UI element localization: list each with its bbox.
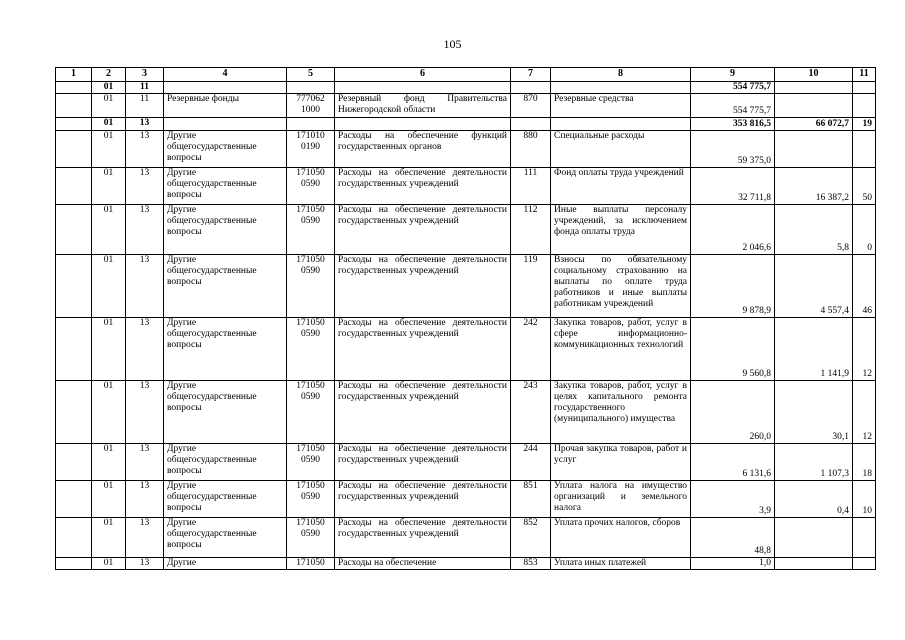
table-row bbox=[56, 481, 876, 518]
column-header-4: 4 bbox=[164, 68, 287, 82]
budget-table bbox=[55, 67, 876, 570]
cell-section: 01 bbox=[92, 205, 126, 255]
cell-amount-2: 1 141,9 bbox=[775, 318, 853, 381]
cell-col1 bbox=[56, 381, 92, 444]
cell-target-code bbox=[287, 118, 335, 131]
cell-program-name: Расходы на обеспечение деятельности государственных учреждений bbox=[335, 255, 511, 318]
cell-target-code: 171050 bbox=[287, 558, 335, 570]
cell-section-name: Другие общегосударственные вопросы bbox=[164, 518, 287, 558]
cell-percent bbox=[853, 518, 876, 558]
cell-col1 bbox=[56, 82, 92, 94]
cell-program-name: Расходы на обеспечение деятельности государственных учреждений bbox=[335, 168, 511, 205]
cell-expense-type bbox=[511, 118, 551, 131]
cell-program-name: Расходы на обеспечение bbox=[335, 558, 511, 570]
cell-section-name: Другие общегосударственные вопросы bbox=[164, 205, 287, 255]
page-number: 105 bbox=[443, 37, 462, 51]
cell-section-name: Другие общегосударственные вопросы bbox=[164, 444, 287, 481]
cell-expense-type: 853 bbox=[511, 558, 551, 570]
cell-col1 bbox=[56, 444, 92, 481]
cell-program-name: Расходы на обеспечение деятельности государственных учреждений bbox=[335, 481, 511, 518]
cell-expense-name: Уплата иных платежей bbox=[551, 558, 691, 570]
cell-col1 bbox=[56, 255, 92, 318]
cell-col1 bbox=[56, 168, 92, 205]
cell-percent bbox=[853, 558, 876, 570]
cell-subsection: 13 bbox=[126, 131, 164, 168]
cell-section: 01 bbox=[92, 118, 126, 131]
cell-amount: 32 711,8 bbox=[691, 168, 775, 205]
cell-subsection: 13 bbox=[126, 481, 164, 518]
cell-subsection: 13 bbox=[126, 318, 164, 381]
cell-section: 01 bbox=[92, 481, 126, 518]
cell-percent: 12 bbox=[853, 381, 876, 444]
cell-target-code bbox=[287, 82, 335, 94]
cell-program-name bbox=[335, 118, 511, 131]
cell-percent: 0 bbox=[853, 205, 876, 255]
column-header-11: 11 bbox=[853, 68, 876, 82]
column-header-3: 3 bbox=[126, 68, 164, 82]
cell-amount: 554 775,7 bbox=[691, 94, 775, 118]
cell-expense-name: Специальные расходы bbox=[551, 131, 691, 168]
cell-subsection: 13 bbox=[126, 118, 164, 131]
header-row bbox=[56, 68, 876, 82]
cell-expense-name: Резервные средства bbox=[551, 94, 691, 118]
cell-section: 01 bbox=[92, 518, 126, 558]
cell-expense-type: 870 bbox=[511, 94, 551, 118]
cell-expense-name bbox=[551, 82, 691, 94]
cell-col1 bbox=[56, 118, 92, 131]
cell-section: 01 bbox=[92, 82, 126, 94]
cell-amount-2: 4 557,4 bbox=[775, 255, 853, 318]
cell-target-code: 171050 0590 bbox=[287, 481, 335, 518]
cell-expense-name: Уплата налога на имущество организаций и земельного налога bbox=[551, 481, 691, 518]
cell-program-name: Расходы на обеспечение деятельности государственных учреждений bbox=[335, 518, 511, 558]
cell-percent: 19 bbox=[853, 118, 876, 131]
table-row bbox=[56, 318, 876, 381]
column-header-1: 1 bbox=[56, 68, 92, 82]
cell-subsection: 13 bbox=[126, 168, 164, 205]
cell-subsection: 13 bbox=[126, 381, 164, 444]
cell-amount-2: 30,1 bbox=[775, 381, 853, 444]
cell-expense-name bbox=[551, 118, 691, 131]
cell-subsection: 13 bbox=[126, 255, 164, 318]
table-body bbox=[56, 82, 876, 570]
cell-section-name: Другие общегосударственные вопросы bbox=[164, 255, 287, 318]
cell-expense-type: 852 bbox=[511, 518, 551, 558]
cell-col1 bbox=[56, 318, 92, 381]
cell-expense-name: Иные выплаты персоналу учреждений, за исключением фонда оплаты труда bbox=[551, 205, 691, 255]
cell-section: 01 bbox=[92, 318, 126, 381]
cell-expense-name: Фонд оплаты труда учреждений bbox=[551, 168, 691, 205]
cell-section-name: Другие общегосударственные вопросы bbox=[164, 131, 287, 168]
cell-section: 01 bbox=[92, 94, 126, 118]
column-header-8: 8 bbox=[551, 68, 691, 82]
cell-target-code: 171050 0590 bbox=[287, 518, 335, 558]
cell-section-name: Другие общегосударственные вопросы bbox=[164, 481, 287, 518]
cell-col1 bbox=[56, 558, 92, 570]
cell-target-code: 171050 0590 bbox=[287, 168, 335, 205]
cell-program-name: Расходы на обеспечение деятельности государственных учреждений bbox=[335, 318, 511, 381]
column-header-7: 7 bbox=[511, 68, 551, 82]
table-row bbox=[56, 94, 876, 118]
cell-percent bbox=[853, 82, 876, 94]
cell-percent bbox=[853, 131, 876, 168]
table-row bbox=[56, 168, 876, 205]
cell-target-code: 777062 1000 bbox=[287, 94, 335, 118]
cell-target-code: 171050 0590 bbox=[287, 444, 335, 481]
cell-amount: 260,0 bbox=[691, 381, 775, 444]
cell-expense-name: Закупка товаров, работ, услуг в целях капитального ремонта государственного (муниципального) имущества bbox=[551, 381, 691, 444]
column-header-5: 5 bbox=[287, 68, 335, 82]
cell-amount-2 bbox=[775, 558, 853, 570]
cell-subsection: 13 bbox=[126, 518, 164, 558]
cell-expense-type: 111 bbox=[511, 168, 551, 205]
cell-amount: 1,0 bbox=[691, 558, 775, 570]
cell-section: 01 bbox=[92, 558, 126, 570]
cell-expense-type: 119 bbox=[511, 255, 551, 318]
cell-expense-name: Прочая закупка товаров, работ и услуг bbox=[551, 444, 691, 481]
cell-amount: 6 131,6 bbox=[691, 444, 775, 481]
cell-percent: 46 bbox=[853, 255, 876, 318]
cell-program-name: Резервный фонд Правительства Нижегородской области bbox=[335, 94, 511, 118]
column-header-6: 6 bbox=[335, 68, 511, 82]
cell-section-name: Другие общегосударственные вопросы bbox=[164, 381, 287, 444]
cell-amount-2: 16 387,2 bbox=[775, 168, 853, 205]
cell-section: 01 bbox=[92, 131, 126, 168]
cell-amount-2 bbox=[775, 131, 853, 168]
cell-amount: 2 046,6 bbox=[691, 205, 775, 255]
cell-percent: 10 bbox=[853, 481, 876, 518]
column-header-10: 10 bbox=[775, 68, 853, 82]
cell-col1 bbox=[56, 131, 92, 168]
cell-program-name: Расходы на обеспечение деятельности государственных учреждений bbox=[335, 205, 511, 255]
cell-subsection: 13 bbox=[126, 205, 164, 255]
cell-subsection: 13 bbox=[126, 444, 164, 481]
cell-amount-2: 0,4 bbox=[775, 481, 853, 518]
cell-program-name: Расходы на обеспечение деятельности государственных учреждений bbox=[335, 444, 511, 481]
cell-target-code: 171010 0190 bbox=[287, 131, 335, 168]
cell-expense-type: 851 bbox=[511, 481, 551, 518]
cell-target-code: 171050 0590 bbox=[287, 255, 335, 318]
table-row bbox=[56, 558, 876, 570]
column-header-2: 2 bbox=[92, 68, 126, 82]
cell-expense-type: 243 bbox=[511, 381, 551, 444]
total-row bbox=[56, 82, 876, 94]
cell-col1 bbox=[56, 94, 92, 118]
cell-amount: 9 878,9 bbox=[691, 255, 775, 318]
cell-col1 bbox=[56, 205, 92, 255]
cell-amount-2 bbox=[775, 518, 853, 558]
cell-section-name bbox=[164, 82, 287, 94]
table-row bbox=[56, 444, 876, 481]
cell-amount-2 bbox=[775, 82, 853, 94]
cell-expense-type: 112 bbox=[511, 205, 551, 255]
cell-percent: 50 bbox=[853, 168, 876, 205]
cell-target-code: 171050 0590 bbox=[287, 205, 335, 255]
cell-program-name bbox=[335, 82, 511, 94]
cell-section: 01 bbox=[92, 381, 126, 444]
cell-amount-2: 1 107,3 bbox=[775, 444, 853, 481]
cell-percent: 18 bbox=[853, 444, 876, 481]
cell-amount: 353 816,5 bbox=[691, 118, 775, 131]
cell-percent bbox=[853, 94, 876, 118]
cell-amount: 9 560,8 bbox=[691, 318, 775, 381]
cell-section-name: Другие bbox=[164, 558, 287, 570]
cell-expense-type bbox=[511, 82, 551, 94]
cell-amount: 3,9 bbox=[691, 481, 775, 518]
column-header-9: 9 bbox=[691, 68, 775, 82]
cell-target-code: 171050 0590 bbox=[287, 381, 335, 444]
cell-section-name: Другие общегосударственные вопросы bbox=[164, 168, 287, 205]
cell-subsection: 13 bbox=[126, 558, 164, 570]
cell-amount: 59 375,0 bbox=[691, 131, 775, 168]
table-row bbox=[56, 255, 876, 318]
cell-col1 bbox=[56, 481, 92, 518]
cell-expense-type: 244 bbox=[511, 444, 551, 481]
cell-expense-type: 880 bbox=[511, 131, 551, 168]
cell-amount-2: 5,8 bbox=[775, 205, 853, 255]
cell-program-name: Расходы на обеспечение деятельности государственных учреждений bbox=[335, 381, 511, 444]
cell-subsection: 11 bbox=[126, 94, 164, 118]
cell-target-code: 171050 0590 bbox=[287, 318, 335, 381]
cell-expense-name: Взносы по обязательному социальному страхованию на выплаты по оплате труда работников и иные выплаты работникам учреждений bbox=[551, 255, 691, 318]
table-row bbox=[56, 205, 876, 255]
total-row bbox=[56, 118, 876, 131]
cell-section: 01 bbox=[92, 444, 126, 481]
cell-section-name: Другие общегосударственные вопросы bbox=[164, 318, 287, 381]
cell-col1 bbox=[56, 518, 92, 558]
cell-section: 01 bbox=[92, 168, 126, 205]
cell-section: 01 bbox=[92, 255, 126, 318]
table-row bbox=[56, 518, 876, 558]
cell-expense-name: Уплата прочих налогов, сборов bbox=[551, 518, 691, 558]
cell-section-name bbox=[164, 118, 287, 131]
cell-expense-type: 242 bbox=[511, 318, 551, 381]
table-row bbox=[56, 131, 876, 168]
cell-program-name: Расходы на обеспечение функций государственных органов bbox=[335, 131, 511, 168]
table-row bbox=[56, 381, 876, 444]
cell-amount-2: 66 072,7 bbox=[775, 118, 853, 131]
cell-percent: 12 bbox=[853, 318, 876, 381]
cell-amount-2 bbox=[775, 94, 853, 118]
cell-amount: 48,8 bbox=[691, 518, 775, 558]
cell-section-name: Резервные фонды bbox=[164, 94, 287, 118]
cell-expense-name: Закупка товаров, работ, услуг в сфере информационно-коммуникационных технологий bbox=[551, 318, 691, 381]
cell-subsection: 11 bbox=[126, 82, 164, 94]
cell-amount: 554 775,7 bbox=[691, 82, 775, 94]
